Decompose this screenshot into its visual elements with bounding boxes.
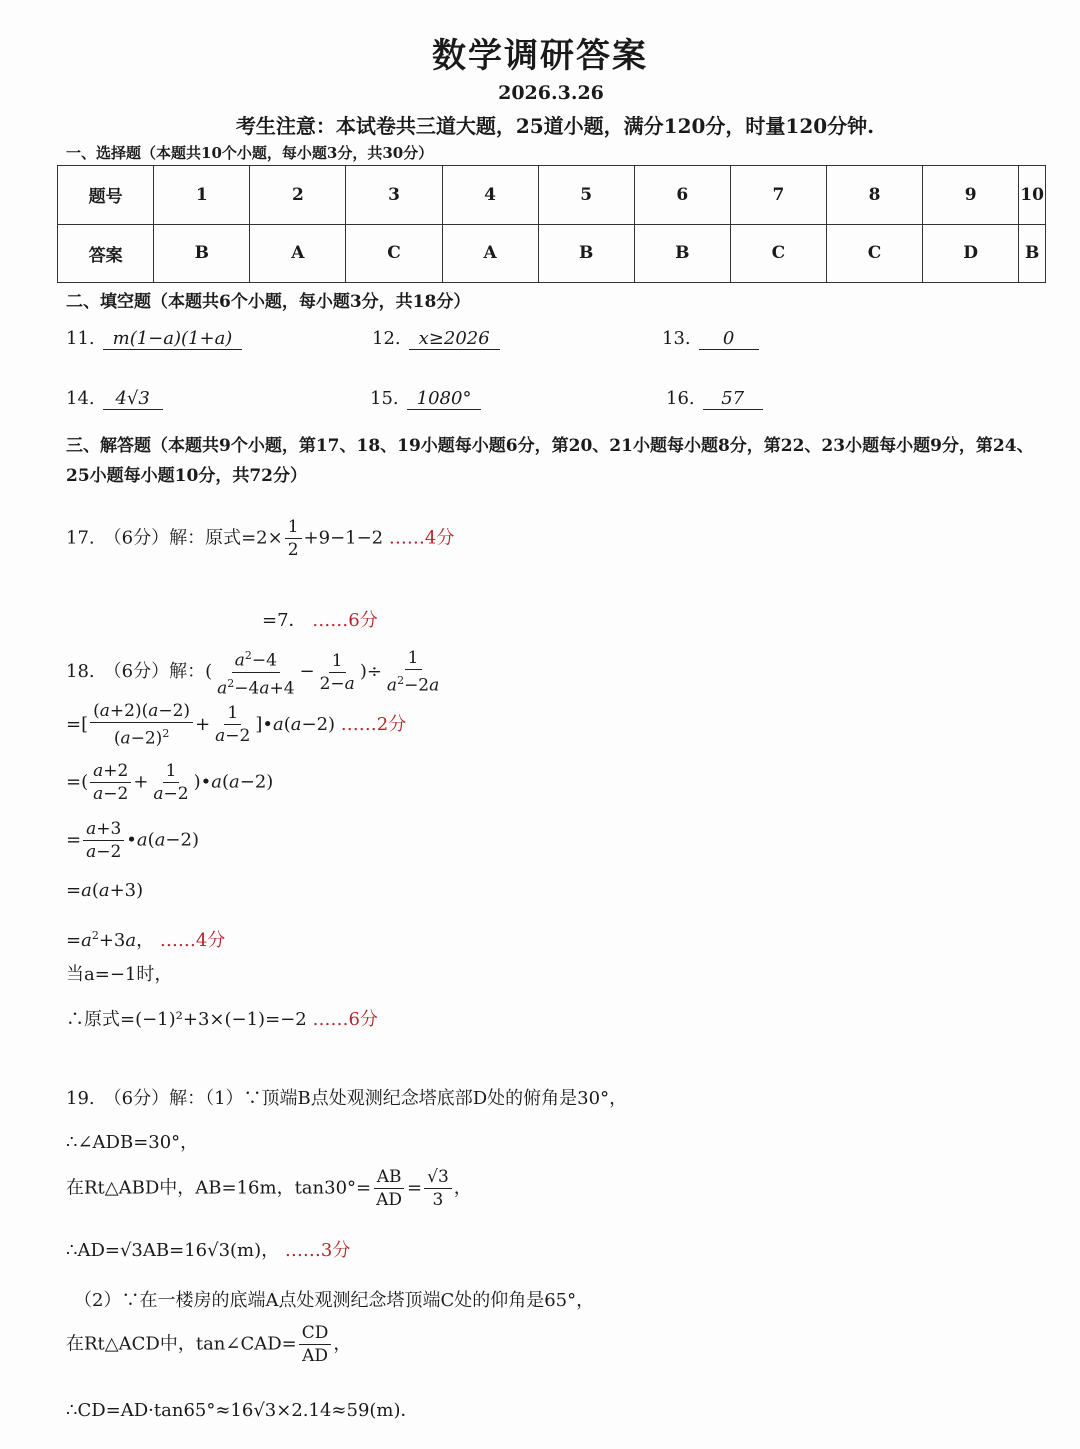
q19-line4 [66, 1236, 350, 1262]
frac-num: √3 [424, 1166, 452, 1189]
question-number: 1 [154, 166, 250, 225]
section3-heading: 三、解答题（本题共9个小题，第17、18、19小题每小题6分，第20、21小题每小题8分，第22、23小题每小题9分，第24、25小题每小题10分，共72分） [66, 436, 1034, 486]
frac-den: AD [376, 1190, 403, 1210]
question-number: 8 [827, 166, 923, 225]
fill-answer: m(1−a)(1+a) [103, 328, 243, 350]
q17-prefix: 17. （6分）解：原式=2× [66, 527, 283, 549]
fill-num: 15. [370, 388, 399, 409]
q18-line1: 18. （6分）解：( $\frac{a^2-4}{a^2-4a+4}$ − $\frac{1}{2-a}$ )÷ $\frac{1}{a^2-2a}$ [66, 645, 444, 699]
q19-line1: 19. （6分）解：（1）∵顶端B点处观测纪念塔底部D处的俯角是30°， [66, 1088, 628, 1109]
fraction [373, 1166, 405, 1211]
frac-den: 3 [432, 1190, 444, 1210]
score-mark: ……4分 [388, 527, 455, 549]
fill-answer: 1080° [407, 388, 482, 410]
fraction: $\frac{a+3}{a-2}$ [83, 818, 124, 863]
answer-cell: C [346, 224, 442, 283]
fill-item-12 [372, 328, 500, 350]
q19-text: 在Rt△ABD中，AB=16m，tan30°= [66, 1177, 372, 1199]
answer-cell: C [730, 224, 826, 283]
fill-answer: 4√3 [103, 388, 163, 410]
table-row [58, 166, 1046, 225]
fraction [285, 516, 302, 561]
question-number: 7 [730, 166, 826, 225]
score-mark: ……6分 [312, 610, 378, 631]
question-number: 5 [538, 166, 634, 225]
score-mark: ……4分 [159, 930, 226, 951]
frac-num: CD [299, 1322, 332, 1345]
q18-prefix: 18. （6分）解： [66, 661, 206, 683]
q19-text: ， [453, 1177, 472, 1199]
answer-cell: B [154, 224, 250, 283]
fill-num: 16. [666, 388, 695, 409]
question-number: 3 [346, 166, 442, 225]
table-row [58, 224, 1046, 283]
question-number: 9 [923, 166, 1019, 225]
fill-item-16 [666, 388, 763, 410]
frac-num: 1 [285, 516, 302, 539]
section2-heading: 二、填空题（本题共6个小题，每小题3分，共18分） [66, 292, 471, 312]
q18-line6: $=a^2+3a$， ……4分 [66, 929, 226, 951]
row-label-number: 题号 [58, 166, 154, 225]
fraction: $\frac{a+2}{a-2}$ [90, 760, 131, 805]
q18-line5: =a(a+3) [66, 880, 144, 901]
section1-heading: 一、选择题（本题共10个小题，每小题3分，共30分） [66, 144, 434, 162]
fill-item-14 [66, 388, 163, 410]
fraction [299, 1322, 332, 1367]
question-number: 10 [1019, 166, 1046, 225]
fraction: $\frac{1}{a-2}$ [215, 703, 251, 747]
q19-line2: ∴∠ADB=30°， [66, 1132, 199, 1153]
fraction: $\frac{1}{a^2-2a}$ [386, 648, 440, 696]
fraction: $\frac{1}{2-a}$ [319, 650, 355, 694]
q18-when: 当a=−1时， [66, 964, 173, 985]
q19-line3: 在Rt△ABD中，AB=16m，tan30°= $\frac{AB}{AD}$ = $\frac{√3}{3}$ ， [66, 1167, 472, 1210]
q17-rest: +9−1−2 [303, 527, 384, 549]
question-number: 4 [442, 166, 538, 225]
row-label-answer: 答案 [58, 224, 154, 283]
q19-line6 [66, 1322, 351, 1367]
q18-line3: =( $\frac{a+2}{a-2}$ + $\frac{1}{a-2}$ )•a(a−2) [66, 761, 274, 804]
answer-cell: A [250, 224, 346, 283]
q18-line2: =[ $\frac{(a+2)(a-2)}{(a-2)^2}$ + $\frac{1}{a-2}$ ]•a(a−2) ……2分 [66, 701, 407, 749]
q18-final [66, 1005, 378, 1031]
fill-num: 14. [66, 388, 95, 409]
fill-answer: 0 [699, 328, 759, 350]
fill-num: 12. [372, 328, 401, 349]
q17-line1 [66, 516, 454, 561]
fill-num: 11. [66, 328, 95, 349]
answer-table [57, 165, 1046, 283]
answer-cell: D [923, 224, 1019, 283]
frac-num: AB [374, 1166, 405, 1189]
q19-line5: （2）∵在一楼房的底端A点处观测纪念塔顶端C处的仰角是65°， [74, 1290, 595, 1311]
fill-item-13 [662, 328, 759, 350]
fraction [424, 1166, 452, 1211]
frac-den: AD [302, 1346, 329, 1366]
q18-final-text: ∴原式=(−1)²+3×(−1)=−2 [66, 1009, 307, 1030]
q17-result: =7． [262, 610, 307, 631]
fill-item-11 [66, 328, 242, 350]
score-mark: ……2分 [340, 713, 407, 735]
answer-cell: A [442, 224, 538, 283]
score-mark: ……3分 [284, 1240, 351, 1261]
question-number: 6 [634, 166, 730, 225]
q18-line4: = $\frac{a+3}{a-2}$ •a(a−2) [66, 819, 199, 862]
q19-text: 在Rt△ACD中，tan∠CAD= [66, 1333, 297, 1355]
q19-text: ， [333, 1333, 352, 1355]
q19-text: ∴AD=√3AB=16√3(m)， [66, 1240, 280, 1261]
answer-cell: B [634, 224, 730, 283]
question-number: 2 [250, 166, 346, 225]
fraction: $\frac{a^2-4}{a^2-4a+4}$ [214, 645, 297, 699]
page-title: 数学调研答案 [432, 36, 648, 76]
score-mark: ……6分 [312, 1009, 378, 1030]
fill-answer: x≥2026 [409, 328, 500, 350]
exam-notice: 考生注意：本试卷共三道大题，25道小题，满分120分，时量120分钟. [235, 114, 875, 138]
answer-cell: C [827, 224, 923, 283]
fraction: $\frac{1}{a-2}$ [153, 761, 189, 804]
fill-num: 13. [662, 328, 691, 349]
q19-line7: ∴CD=AD·tan65°≈16√3×2.14≈59(m)． [66, 1400, 419, 1421]
fill-answer: 57 [703, 388, 763, 410]
q17-line2 [262, 606, 378, 632]
fraction: $\frac{(a+2)(a-2)}{(a-2)^2}$ [90, 700, 193, 750]
answer-cell: B [1019, 224, 1046, 283]
fill-item-15 [370, 388, 481, 410]
exam-date: 2026.3.26 [498, 82, 604, 104]
frac-den: 2 [287, 540, 299, 560]
answer-cell: B [538, 224, 634, 283]
